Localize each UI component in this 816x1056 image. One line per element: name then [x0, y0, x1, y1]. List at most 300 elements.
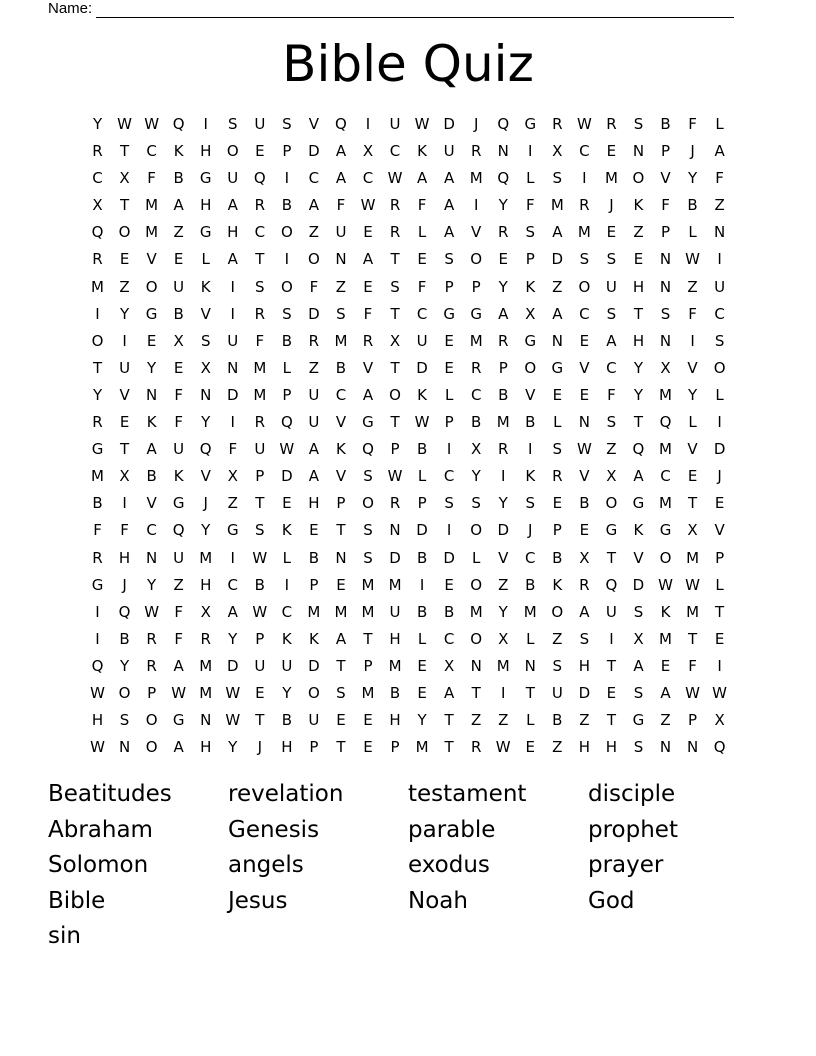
word-bank-item: Abraham	[48, 816, 153, 843]
grid-letter: O	[551, 602, 564, 621]
grid-letter: E	[119, 250, 130, 269]
grid-letter: N	[497, 142, 509, 161]
grid-letter: X	[362, 142, 374, 161]
grid-letter: I	[122, 494, 127, 513]
grid-letter: A	[660, 683, 671, 702]
grid-letter: L	[553, 413, 562, 432]
grid-letter: E	[173, 250, 184, 269]
grid-letter: V	[525, 385, 536, 404]
grid-letter: I	[365, 115, 371, 133]
grid-letter: F	[174, 629, 183, 648]
grid-letter: M	[199, 548, 213, 567]
grid-letter: W	[685, 250, 700, 269]
grid-letter: P	[309, 575, 319, 594]
grid-letter: M	[659, 385, 672, 404]
grid-letter: E	[444, 331, 454, 350]
grid-letter: L	[526, 629, 535, 648]
grid-letter: X	[471, 440, 482, 459]
grid-letter: D	[308, 142, 320, 161]
grid-letter: E	[552, 385, 563, 404]
grid-letter: Q	[713, 738, 726, 757]
grid-letter: Z	[119, 277, 130, 296]
grid-letter: Y	[119, 304, 130, 323]
grid-letter: O	[307, 250, 320, 269]
grid-letter: B	[119, 629, 130, 648]
grid-letter: P	[471, 277, 481, 296]
grid-letter: F	[607, 385, 616, 404]
grid-letter: Y	[228, 629, 238, 648]
grid-letter: Z	[308, 223, 320, 242]
grid-letter: E	[173, 358, 184, 377]
grid-letter: G	[551, 358, 564, 377]
grid-letter: M	[145, 223, 159, 242]
grid-letter: G	[91, 440, 104, 459]
grid-letter: Z	[173, 575, 184, 594]
grid-letter: O	[362, 494, 374, 513]
grid-letter: W	[685, 683, 700, 702]
grid-letter: S	[200, 331, 211, 350]
grid-letter: P	[309, 738, 319, 757]
grid-letter: X	[173, 331, 184, 350]
grid-letter: S	[552, 440, 563, 459]
grid-letter: V	[579, 358, 590, 377]
grid-letter: B	[92, 494, 103, 513]
grid-letter: T	[471, 683, 481, 702]
grid-letter: W	[712, 683, 728, 702]
word-bank-item: Bible	[48, 887, 106, 914]
grid-letter: M	[199, 683, 213, 702]
grid-letter: O	[713, 358, 726, 377]
grid-letter: X	[606, 467, 617, 486]
grid-letter: H	[632, 277, 645, 296]
word-bank-item: Genesis	[228, 816, 320, 843]
grid-letter: A	[714, 142, 725, 161]
word-bank-item: angels	[228, 852, 304, 878]
grid-letter: A	[552, 223, 563, 242]
grid-letter: Q	[335, 115, 347, 133]
grid-letter: M	[469, 602, 483, 621]
grid-letter: Q	[172, 521, 185, 540]
grid-letter: K	[146, 413, 157, 432]
grid-letter: R	[92, 548, 103, 567]
grid-letter: Y	[498, 602, 508, 621]
grid-letter: M	[307, 602, 321, 621]
grid-letter: X	[200, 602, 211, 621]
grid-letter: P	[255, 629, 265, 648]
grid-letter: V	[308, 115, 320, 133]
grid-letter: O	[470, 629, 483, 648]
word-bank-item: prayer	[588, 852, 664, 878]
word-bank-item: disciple	[588, 781, 676, 807]
grid-letter: A	[498, 304, 509, 323]
grid-letter: L	[526, 711, 535, 730]
grid-letter: C	[146, 142, 157, 161]
grid-letter: E	[498, 250, 508, 269]
grid-letter: A	[173, 738, 184, 757]
grid-letter: X	[200, 358, 211, 377]
grid-letter: U	[605, 277, 617, 296]
grid-letter: A	[444, 683, 455, 702]
grid-letter: S	[363, 548, 373, 567]
grid-letter: O	[145, 738, 158, 757]
grid-letter: U	[308, 413, 320, 432]
grid-letter: Y	[228, 738, 238, 757]
grid-letter: I	[284, 250, 290, 269]
grid-letter: E	[417, 250, 427, 269]
grid-letter: Y	[92, 385, 103, 404]
grid-letter: N	[227, 358, 239, 377]
grid-letter: B	[281, 331, 292, 350]
grid-letter: W	[225, 683, 241, 702]
grid-letter: B	[335, 358, 347, 377]
grid-letter: E	[444, 575, 454, 594]
grid-letter: P	[525, 250, 535, 269]
grid-letter: N	[200, 711, 212, 730]
grid-letter: E	[579, 521, 590, 540]
grid-letter: M	[388, 656, 402, 675]
grid-letter: D	[308, 656, 320, 675]
grid-letter: S	[633, 738, 644, 757]
grid-letter: T	[336, 521, 346, 540]
grid-letter: Z	[227, 494, 238, 513]
grid-letter: S	[255, 521, 265, 540]
grid-letter: B	[281, 711, 292, 730]
grid-letter: L	[526, 169, 535, 188]
grid-letter: B	[146, 467, 157, 486]
grid-letter: H	[389, 629, 401, 648]
grid-letter: R	[606, 115, 617, 133]
grid-letter: A	[579, 602, 590, 621]
grid-letter: I	[95, 602, 100, 621]
grid-letter: E	[552, 494, 563, 513]
grid-letter: I	[717, 250, 722, 269]
grid-letter: C	[606, 358, 617, 377]
grid-letter: E	[417, 683, 427, 702]
grid-letter: V	[119, 385, 130, 404]
word-bank-item: Beatitudes	[48, 781, 172, 807]
grid-letter: J	[609, 196, 614, 215]
grid-letter: W	[252, 548, 268, 567]
grid-letter: S	[552, 656, 563, 675]
grid-letter: S	[336, 683, 346, 702]
grid-letter: S	[471, 494, 481, 513]
grid-letter: I	[446, 440, 452, 459]
grid-letter: A	[444, 196, 455, 215]
grid-letter: U	[227, 169, 239, 188]
grid-letter: X	[119, 169, 130, 188]
grid-letter: T	[606, 656, 616, 675]
grid-letter: S	[633, 602, 644, 621]
grid-letter: V	[200, 304, 211, 323]
grid-letter: I	[203, 115, 208, 133]
grid-letter: L	[417, 223, 427, 242]
grid-letter: X	[714, 711, 725, 730]
grid-letter: S	[255, 277, 265, 296]
grid-letter: S	[525, 223, 536, 242]
grid-letter: W	[279, 440, 295, 459]
grid-letter: M	[659, 440, 672, 459]
grid-letter: E	[606, 223, 617, 242]
grid-letter: H	[605, 738, 618, 757]
grid-letter: X	[443, 656, 455, 675]
grid-letter: R	[552, 467, 563, 486]
grid-letter: H	[578, 656, 590, 675]
grid-letter: Q	[659, 413, 672, 432]
grid-letter: S	[633, 683, 644, 702]
grid-letter: I	[582, 169, 587, 188]
grid-letter: G	[632, 494, 645, 513]
grid-letter: O	[578, 277, 591, 296]
grid-letter: W	[576, 115, 592, 133]
grid-letter: F	[174, 385, 183, 404]
grid-letter: E	[119, 413, 130, 432]
grid-letter: X	[92, 196, 103, 215]
grid-letter: W	[144, 115, 160, 133]
grid-letter: I	[284, 169, 290, 188]
grid-letter: K	[552, 575, 563, 594]
grid-letter: R	[254, 304, 266, 323]
grid-letter: S	[444, 250, 454, 269]
grid-letter: U	[335, 223, 347, 242]
grid-letter: C	[416, 304, 428, 323]
word-bank-item: Jesus	[228, 887, 288, 914]
grid-letter: P	[336, 494, 346, 513]
grid-letter: I	[95, 304, 100, 323]
grid-letter: R	[200, 629, 211, 648]
grid-letter: B	[579, 494, 590, 513]
grid-letter: T	[255, 711, 265, 730]
grid-letter: T	[255, 494, 265, 513]
grid-letter: I	[122, 331, 127, 350]
grid-letter: L	[715, 115, 724, 133]
grid-letter: H	[227, 223, 239, 242]
grid-letter: A	[633, 656, 644, 675]
grid-letter: U	[254, 440, 266, 459]
grid-letter: K	[173, 142, 184, 161]
grid-letter: L	[715, 575, 724, 594]
grid-letter: A	[335, 629, 347, 648]
grid-letter: D	[226, 385, 239, 404]
grid-letter: U	[416, 331, 428, 350]
grid-letter: N	[335, 548, 347, 567]
grid-letter: J	[122, 575, 127, 594]
grid-letter: O	[118, 683, 131, 702]
grid-letter: J	[257, 738, 263, 757]
grid-letter: E	[363, 277, 373, 296]
grid-letter: Q	[632, 440, 645, 459]
grid-letter: Y	[498, 277, 508, 296]
grid-letter: B	[687, 196, 698, 215]
grid-letter: W	[225, 711, 241, 730]
grid-letter: R	[92, 250, 103, 269]
grid-letter: Q	[280, 413, 293, 432]
grid-letter: R	[92, 413, 103, 432]
grid-letter: Q	[118, 602, 131, 621]
grid-letter: G	[605, 521, 618, 540]
grid-letter: I	[528, 142, 533, 161]
grid-letter: D	[416, 521, 428, 540]
grid-letter: V	[633, 548, 644, 567]
grid-letter: K	[417, 142, 427, 161]
grid-letter: D	[632, 575, 645, 594]
grid-letter: R	[470, 142, 482, 161]
name-field	[48, 0, 734, 18]
grid-letter: E	[336, 711, 346, 730]
grid-letter: R	[146, 656, 157, 675]
grid-letter: X	[389, 331, 401, 350]
grid-letter: Q	[91, 223, 104, 242]
grid-letter: C	[92, 169, 103, 188]
grid-letter: J	[528, 521, 533, 540]
grid-letter: S	[552, 169, 563, 188]
grid-letter: P	[552, 521, 562, 540]
grid-letter: W	[171, 683, 187, 702]
grid-letter: W	[576, 440, 592, 459]
grid-letter: K	[660, 602, 671, 621]
grid-letter: Y	[498, 196, 508, 215]
grid-letter: H	[389, 711, 401, 730]
grid-letter: E	[336, 575, 346, 594]
grid-letter: S	[714, 331, 725, 350]
grid-letter: A	[146, 440, 157, 459]
grid-letter: G	[362, 413, 374, 432]
grid-letter: E	[579, 385, 590, 404]
grid-letter: E	[606, 683, 617, 702]
grid-letter: R	[498, 331, 509, 350]
grid-letter: N	[470, 656, 482, 675]
grid-letter: E	[660, 656, 671, 675]
grid-letter: A	[308, 196, 320, 215]
grid-letter: X	[552, 142, 563, 161]
grid-letter: B	[552, 548, 563, 567]
grid-letter: Q	[497, 115, 510, 133]
grid-letter: Y	[633, 358, 644, 377]
grid-letter: G	[172, 711, 185, 730]
grid-letter: O	[605, 494, 618, 513]
grid-letter: F	[688, 115, 697, 133]
grid-letter: M	[145, 196, 159, 215]
grid-letter: E	[363, 738, 373, 757]
grid-letter: Z	[498, 575, 509, 594]
word-search-grid	[84, 111, 733, 761]
grid-letter: T	[390, 413, 400, 432]
grid-letter: I	[230, 277, 235, 296]
grid-letter: I	[528, 440, 533, 459]
grid-letter: P	[444, 277, 454, 296]
grid-letter: M	[469, 169, 483, 188]
grid-letter: P	[688, 711, 698, 730]
grid-letter: M	[659, 494, 672, 513]
grid-letter: Y	[201, 413, 211, 432]
grid-letter: M	[523, 602, 537, 621]
grid-letter: N	[659, 331, 672, 350]
grid-letter: Q	[253, 169, 266, 188]
grid-letter: C	[714, 304, 725, 323]
grid-letter: W	[495, 738, 511, 757]
grid-letter: N	[524, 656, 536, 675]
grid-letter: U	[173, 548, 185, 567]
grid-letter: W	[685, 575, 700, 594]
grid-letter: H	[200, 738, 212, 757]
grid-letter: P	[282, 142, 292, 161]
grid-letter: B	[416, 548, 428, 567]
grid-letter: I	[95, 629, 100, 648]
grid-letter: M	[334, 331, 348, 350]
grid-letter: C	[470, 385, 482, 404]
grid-letter: V	[200, 467, 211, 486]
grid-letter: W	[658, 575, 673, 594]
grid-letter: R	[146, 629, 157, 648]
grid-letter: N	[686, 738, 699, 757]
grid-letter: W	[414, 115, 430, 133]
grid-letter: Z	[633, 223, 644, 242]
grid-letter: F	[688, 304, 697, 323]
grid-letter: Q	[605, 575, 618, 594]
grid-letter: S	[227, 115, 238, 133]
grid-letter: V	[471, 223, 482, 242]
grid-letter: G	[91, 575, 104, 594]
grid-letter: F	[228, 440, 238, 459]
grid-letter: B	[389, 683, 401, 702]
page-title: Bible Quiz	[282, 35, 534, 93]
grid-letter: E	[444, 358, 454, 377]
grid-letter: D	[308, 304, 320, 323]
grid-letter: W	[387, 169, 403, 188]
grid-letter: E	[255, 683, 265, 702]
grid-letter: R	[308, 331, 320, 350]
grid-letter: Q	[362, 440, 374, 459]
grid-letter: M	[253, 385, 267, 404]
grid-letter: R	[470, 358, 482, 377]
grid-letter: H	[632, 331, 645, 350]
grid-letter: V	[335, 467, 347, 486]
grid-letter: A	[227, 602, 238, 621]
grid-letter: D	[713, 440, 726, 459]
grid-letter: S	[363, 521, 373, 540]
grid-letter: U	[389, 115, 401, 133]
grid-letter: M	[686, 602, 700, 621]
grid-letter: C	[146, 521, 157, 540]
grid-letter: M	[469, 331, 483, 350]
grid-letter: A	[227, 250, 238, 269]
grid-letter: U	[714, 277, 726, 296]
grid-letter: P	[660, 223, 671, 242]
grid-letter: C	[525, 548, 536, 567]
grid-letter: F	[661, 196, 670, 215]
grid-letter: A	[416, 169, 428, 188]
grid-letter: M	[361, 602, 375, 621]
grid-letter: R	[498, 440, 509, 459]
grid-letter: A	[633, 467, 644, 486]
grid-letter: B	[660, 115, 671, 133]
grid-letter: L	[688, 413, 697, 432]
word-bank-item: testament	[408, 781, 527, 807]
grid-letter: P	[147, 683, 157, 702]
grid-letter: U	[308, 385, 320, 404]
grid-letter: L	[417, 467, 427, 486]
grid-letter: V	[362, 358, 374, 377]
grid-letter: A	[444, 223, 455, 242]
grid-letter: Z	[552, 738, 563, 757]
grid-letter: T	[390, 358, 400, 377]
grid-letter: R	[254, 413, 266, 432]
grid-letter: V	[579, 467, 590, 486]
grid-letter: M	[496, 413, 510, 432]
grid-letter: T	[336, 738, 346, 757]
grid-letter: T	[336, 656, 346, 675]
grid-letter: B	[552, 711, 563, 730]
grid-letter: S	[444, 494, 454, 513]
